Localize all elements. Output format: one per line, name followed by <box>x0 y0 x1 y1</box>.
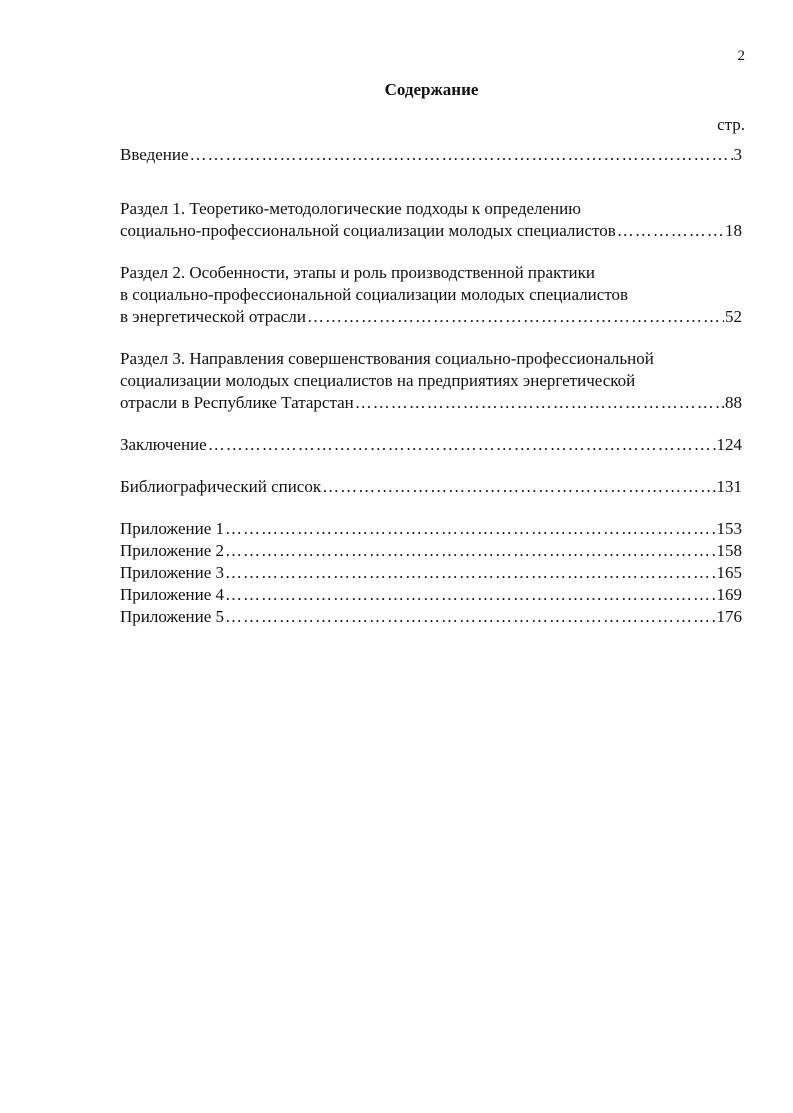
dot-leader <box>355 392 724 414</box>
toc-page-number: 169 <box>716 585 742 604</box>
toc-entry-title: Библиографический список <box>120 477 322 496</box>
toc-page-number: 165 <box>716 563 742 582</box>
toc-page-number: 176 <box>716 607 742 626</box>
toc-entry-title: социально-профессиональной социализации молодых специалистов <box>120 221 616 240</box>
dot-leader <box>225 518 716 540</box>
toc-line <box>120 392 742 414</box>
toc-line <box>120 540 742 562</box>
toc-line <box>120 434 742 456</box>
dot-leader <box>225 584 716 606</box>
toc-entry-section-2[interactable] <box>120 262 742 328</box>
page-title: Содержание <box>384 80 479 99</box>
toc-line <box>120 584 742 606</box>
dot-leader <box>307 306 724 328</box>
toc-entry-conclusion[interactable] <box>120 434 742 456</box>
toc-page-number: 131 <box>716 477 742 496</box>
toc-line <box>120 306 742 328</box>
toc-page-number: 88 <box>725 393 742 412</box>
table-of-contents <box>120 144 742 628</box>
toc-entry-title: Заключение <box>120 435 207 454</box>
toc-entry-appendix-4[interactable] <box>120 584 742 606</box>
toc-entry-title: Приложение 2 <box>120 541 224 560</box>
toc-entry-title-line: Раздел 3. Направления совершенствования социально-профессиональной <box>120 349 654 368</box>
toc-entry-title: в энергетической отрасли <box>120 307 306 326</box>
toc-entry-intro[interactable] <box>120 144 742 166</box>
toc-page-number: 52 <box>725 307 742 326</box>
dot-leader <box>322 476 715 498</box>
toc-line <box>120 518 742 540</box>
toc-line <box>120 220 742 242</box>
dot-leader <box>617 220 724 242</box>
toc-entry-title: Приложение 1 <box>120 519 224 538</box>
dot-leader <box>225 540 716 562</box>
dot-leader <box>225 606 716 628</box>
toc-entry-title: Приложение 3 <box>120 563 224 582</box>
toc-entry-title: Введение <box>120 145 189 164</box>
toc-entry-title-line: в социально-профессиональной социализации молодых специалистов <box>120 285 629 304</box>
toc-entry-section-3[interactable] <box>120 348 742 414</box>
page-number: 2 <box>737 48 745 64</box>
dot-leader <box>208 434 716 456</box>
toc-page-number: 153 <box>716 519 742 538</box>
toc-page-number: 18 <box>725 221 742 240</box>
toc-page-number: 158 <box>716 541 742 560</box>
toc-entry-title-line: Раздел 2. Особенности, этапы и роль производственной практики <box>120 263 595 282</box>
toc-entry-appendix-2[interactable] <box>120 540 742 562</box>
toc-line <box>120 562 742 584</box>
toc-line <box>120 606 742 628</box>
toc-page-number: 124 <box>716 435 742 454</box>
toc-entry-title-line: социализации молодых специалистов на предприятиях энергетической <box>120 371 636 390</box>
toc-entry-appendix-5[interactable] <box>120 606 742 628</box>
toc-page-number: 3 <box>733 145 742 164</box>
toc-line <box>120 476 742 498</box>
toc-entry-title: отрасли в Республике Татарстан <box>120 393 354 412</box>
toc-entry-title: Приложение 5 <box>120 607 224 626</box>
toc-entry-section-1[interactable] <box>120 198 742 242</box>
toc-entry-bibliography[interactable] <box>120 476 742 498</box>
toc-entry-title: Приложение 4 <box>120 585 224 604</box>
dot-leader <box>190 144 733 166</box>
toc-line <box>120 144 742 166</box>
toc-entry-title-line: Раздел 1. Теоретико-методологические подходы к определению <box>120 199 581 218</box>
toc-entry-appendix-3[interactable] <box>120 562 742 584</box>
dot-leader <box>225 562 716 584</box>
page-column-label: стр. <box>717 115 745 134</box>
toc-entry-appendix-1[interactable] <box>120 518 742 540</box>
